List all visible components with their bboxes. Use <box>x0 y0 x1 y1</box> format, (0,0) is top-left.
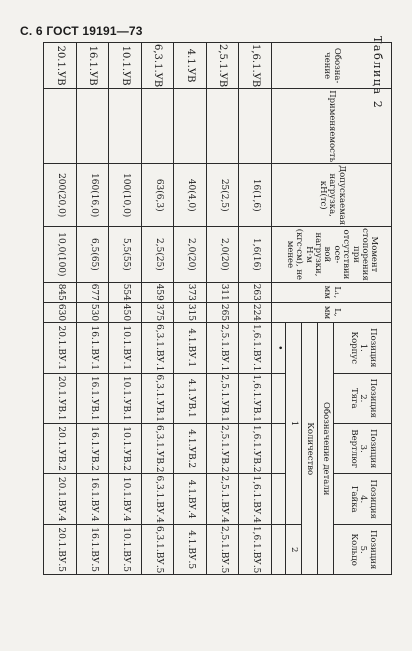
table-row <box>109 43 142 575</box>
cell-pos1: 20.1.ВУ.1 <box>44 323 77 373</box>
cell-pos1: 4.1.ВУ.1 <box>174 323 207 373</box>
table-caption: Таблица 2 <box>371 36 384 110</box>
header-pos3: Позиция 3. Вертлюг <box>334 424 392 474</box>
cell-pos1: 16.1.ВУ.1 <box>77 323 110 373</box>
cell-pos5: 1,6.1.ВУ.5 <box>239 524 272 574</box>
cell-load: 63(6,3) <box>142 164 175 227</box>
cell-pos3: 4.1.УВ.2 <box>174 424 207 474</box>
cell-pos4: 1,6.1.ВУ.4 <box>239 474 272 524</box>
header-part-designation: Обозначение детали <box>318 323 334 575</box>
cell-applicability <box>77 89 110 164</box>
cell-l: 630 <box>44 302 77 322</box>
header-qty-2: 2 <box>286 524 302 574</box>
header-pos5: Позиция 5. Кольцо <box>334 524 392 574</box>
cell-pos2: 2,5.1.УВ.1 <box>207 373 240 423</box>
cell-l: 530 <box>77 302 110 322</box>
header-empty <box>272 474 286 524</box>
cell-pos4: 2,5.1.ВУ.4 <box>207 474 240 524</box>
header-qty-1: 1 <box>286 323 302 525</box>
cell-pos5: 2,5.1.ВУ.5 <box>207 524 240 574</box>
cell-moment: 2,5(25) <box>142 227 175 283</box>
cell-pos5: 16.1.ВУ.5 <box>77 524 110 574</box>
header-moment: Момент стопорения при отсутствии осе- вой нагрузки, Н·м (кгс·см), не менее <box>272 227 392 283</box>
cell-pos2: 1,6.1.УВ.1 <box>239 373 272 423</box>
table-row <box>239 43 272 575</box>
table-row <box>174 43 207 575</box>
header-pos4: Позиция 4. Гайка <box>334 474 392 524</box>
cell-l: 224 <box>239 302 272 322</box>
cell-pos3: 6,3.1.УВ.2 <box>142 424 175 474</box>
cell-moment: 5,5(55) <box>109 227 142 283</box>
table-row <box>44 43 77 575</box>
header-empty <box>272 373 286 423</box>
cell-l1: 554 <box>109 282 142 302</box>
header-l1: L₁, мм <box>272 282 392 302</box>
cell-pos2: 20.1.УВ.1 <box>44 373 77 423</box>
cell-pos2: 4.1.УВ.1 <box>174 373 207 423</box>
cell-l1: 845 <box>44 282 77 302</box>
cell-moment: 2,0(20) <box>207 227 240 283</box>
cell-designation: 1,6.1.УВ <box>239 43 272 89</box>
cell-pos2: 10.1.УВ.1 <box>109 373 142 423</box>
cell-pos4: 20.1.ВУ.4 <box>44 474 77 524</box>
cell-pos1: 10.1.ВУ.1 <box>109 323 142 373</box>
cell-load: 100(10,0) <box>109 164 142 227</box>
cell-pos5: 20.1.ВУ.5 <box>44 524 77 574</box>
page-header: С. 6 ГОСТ 19191—73 <box>20 24 143 38</box>
cell-pos5: 4.1.ВУ.5 <box>174 524 207 574</box>
cell-l1: 459 <box>142 282 175 302</box>
cell-pos5: 6,3.1.ВУ.5 <box>142 524 175 574</box>
cell-designation: 20.1.УВ <box>44 43 77 89</box>
cell-designation: 4.1.УВ <box>174 43 207 89</box>
cell-pos2: 16.1.УВ.1 <box>77 373 110 423</box>
cell-moment: 1,6(16) <box>239 227 272 283</box>
cell-l1: 311 <box>207 282 240 302</box>
header-l: L, мм <box>272 302 392 322</box>
header-designation: Обозна- чение <box>272 43 392 89</box>
cell-l1: 263 <box>239 282 272 302</box>
cell-pos3: 2,5.1.УВ.2 <box>207 424 240 474</box>
header-load: Допускаемая нагрузка, кН(тс) <box>272 164 392 227</box>
cell-applicability <box>142 89 175 164</box>
cell-designation: 6,3.1.УВ <box>142 43 175 89</box>
spec-table <box>44 42 393 575</box>
cell-applicability <box>239 89 272 164</box>
cell-load: 200(20,0) <box>44 164 77 227</box>
table-row <box>207 43 240 575</box>
cell-moment: 10,0(100) <box>44 227 77 283</box>
cell-pos1: 1,6.1.ВУ.1 <box>239 323 272 373</box>
cell-l1: 373 <box>174 282 207 302</box>
header-dot: • <box>272 323 286 373</box>
header-empty <box>272 424 286 474</box>
cell-designation: 2,5.1.УВ <box>207 43 240 89</box>
cell-l: 450 <box>109 302 142 322</box>
cell-l: 375 <box>142 302 175 322</box>
cell-applicability <box>109 89 142 164</box>
cell-pos2: 6,3.1.УВ.1 <box>142 373 175 423</box>
cell-l: 315 <box>174 302 207 322</box>
cell-load: 25(2,5) <box>207 164 240 227</box>
cell-moment: 6,5(65) <box>77 227 110 283</box>
cell-load: 40(4,0) <box>174 164 207 227</box>
cell-pos3: 20.1.УВ.2 <box>44 424 77 474</box>
cell-pos4: 4.1.ВУ.4 <box>174 474 207 524</box>
cell-pos1: 2,5.1.ВУ.1 <box>207 323 240 373</box>
cell-moment: 2,0(20) <box>174 227 207 283</box>
cell-l1: 677 <box>77 282 110 302</box>
cell-pos3: 1,6.1.УВ.2 <box>239 424 272 474</box>
cell-pos4: 16.1.ВУ.4 <box>77 474 110 524</box>
cell-pos4: 10.1.ВУ.4 <box>109 474 142 524</box>
cell-load: 16(1,6) <box>239 164 272 227</box>
cell-pos5: 10.1.ВУ.5 <box>109 524 142 574</box>
header-applicability: Применяемость <box>272 89 392 164</box>
cell-pos1: 6,3.1.ВУ.1 <box>142 323 175 373</box>
cell-pos3: 10.1.УВ.2 <box>109 424 142 474</box>
header-pos2: Позиция 2. Тяга <box>334 373 392 423</box>
cell-load: 160(16,0) <box>77 164 110 227</box>
cell-applicability <box>207 89 240 164</box>
table-row <box>77 43 110 575</box>
cell-designation: 16.1.УВ <box>77 43 110 89</box>
cell-applicability <box>174 89 207 164</box>
cell-l: 265 <box>207 302 240 322</box>
cell-pos4: 6,3.1.ВУ.4 <box>142 474 175 524</box>
cell-applicability <box>44 89 77 164</box>
table-row <box>142 43 175 575</box>
header-empty <box>272 524 286 574</box>
header-quantity: Количество <box>302 323 318 575</box>
cell-pos3: 16.1.УВ.2 <box>77 424 110 474</box>
cell-designation: 10.1.УВ <box>109 43 142 89</box>
header-pos1: Позиция 1. Корпус <box>334 323 392 373</box>
